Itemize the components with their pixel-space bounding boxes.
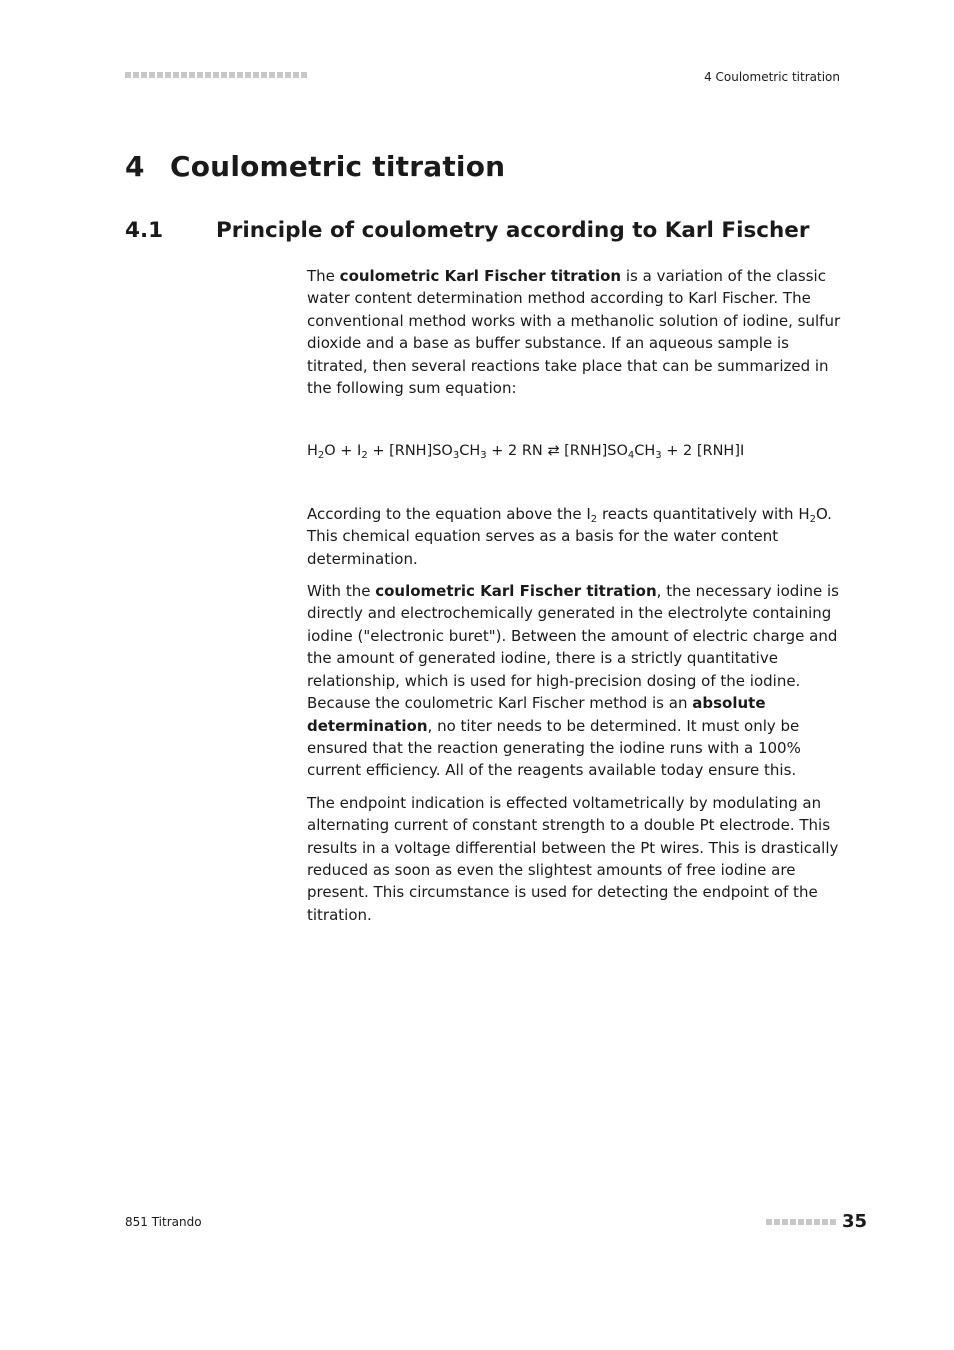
decoration-square xyxy=(782,1219,788,1225)
paragraph-equation-explanation: According to the equation above the $I_2$ reacts quantitatively with $H_2O$. This chemical equation serves as a basis for the water content determination. xyxy=(307,504,832,568)
decoration-square xyxy=(269,72,275,78)
decoration-square xyxy=(125,72,131,78)
decoration-square xyxy=(285,72,291,78)
footer-product-name: 851 Titrando xyxy=(125,1215,202,1229)
decoration-square xyxy=(157,72,163,78)
chapter-title-text: Coulometric titration xyxy=(170,150,506,183)
decoration-square xyxy=(814,1219,820,1225)
decoration-square xyxy=(149,72,155,78)
decoration-square xyxy=(261,72,267,78)
text-run: is a variation of the classic water content determination method according to Karl Fischer. The conventional method works with a methanolic solution of iodine, sulfur dioxide and a base as buffer substance. If an aqueous sample is titrated, then several reactions take place that can be summarized in the following sum equation: xyxy=(307,267,841,398)
decoration-square xyxy=(181,72,187,78)
decoration-square xyxy=(237,72,243,78)
decoration-square xyxy=(133,72,139,78)
decoration-square xyxy=(197,72,203,78)
sum-equation: $H_2O + I_2 + [RNH]SO_3CH_3 + 2$ RN ⇄ $[RNH]SO_4CH_3 + 2$ [RNH]I xyxy=(307,443,745,462)
footer-page-info xyxy=(766,1211,867,1232)
decoration-square xyxy=(141,72,147,78)
decoration-square xyxy=(165,72,171,78)
body-content xyxy=(307,265,841,936)
decoration-square xyxy=(277,72,283,78)
footer-decoration-marks xyxy=(766,1219,836,1225)
text-run: The xyxy=(307,267,340,285)
paragraph-endpoint-indication: The endpoint indication is effected voltametrically by modulating an alternating current of constant strength to a double Pt electrode. This results in a voltage differential between the Pt wires. This is drastically reduced as soon as even the slightest amounts of free iodine are present. This circumstance is used for detecting the endpoint of the titration. xyxy=(307,793,839,924)
header-decoration-marks xyxy=(125,72,307,80)
decoration-square xyxy=(205,72,211,78)
decoration-square xyxy=(229,72,235,78)
decoration-square xyxy=(822,1219,828,1225)
decoration-square xyxy=(173,72,179,78)
running-header-section: 4 Coulometric titration xyxy=(704,70,840,84)
bold-term: absolute determination xyxy=(307,694,766,735)
decoration-square xyxy=(245,72,251,78)
decoration-square xyxy=(774,1219,780,1225)
chapter-title xyxy=(125,150,505,183)
decoration-square xyxy=(213,72,219,78)
section-title-text: Principle of coulometry according to Karl Fischer xyxy=(216,218,810,243)
paragraph-intro xyxy=(307,265,841,399)
page-number: 35 xyxy=(841,1211,867,1232)
section-title xyxy=(125,218,809,243)
chapter-number: 4 xyxy=(125,150,145,183)
decoration-square xyxy=(766,1219,772,1225)
decoration-square xyxy=(806,1219,812,1225)
decoration-square xyxy=(221,72,227,78)
bold-term: coulometric Karl Fischer titration xyxy=(375,582,657,601)
decoration-square xyxy=(798,1219,804,1225)
decoration-square xyxy=(301,72,307,78)
decoration-square xyxy=(830,1219,836,1225)
section-number: 4.1 xyxy=(125,218,164,243)
decoration-square xyxy=(293,72,299,78)
paragraph-coulometric-method: With the coulometric Karl Fischer titration, the necessary iodine is directly and electrochemically generated in the electrolyte containing iodine ("electronic buret"). Between the amount of electric charge and the amount of generated iodine, there is a strictly quantitative relationship, which is used for high-precision dosing of the iodine. Because the coulometric Karl Fischer method is an absolute determination, no titer needs to be determined. It must only be ensured that the reaction generating the iodine runs with a 100% current efficiency. All of the reagents available today ensure this. xyxy=(307,582,839,780)
decoration-square xyxy=(790,1219,796,1225)
decoration-square xyxy=(253,72,259,78)
decoration-square xyxy=(189,72,195,78)
bold-term: coulometric Karl Fischer titration xyxy=(339,267,622,285)
